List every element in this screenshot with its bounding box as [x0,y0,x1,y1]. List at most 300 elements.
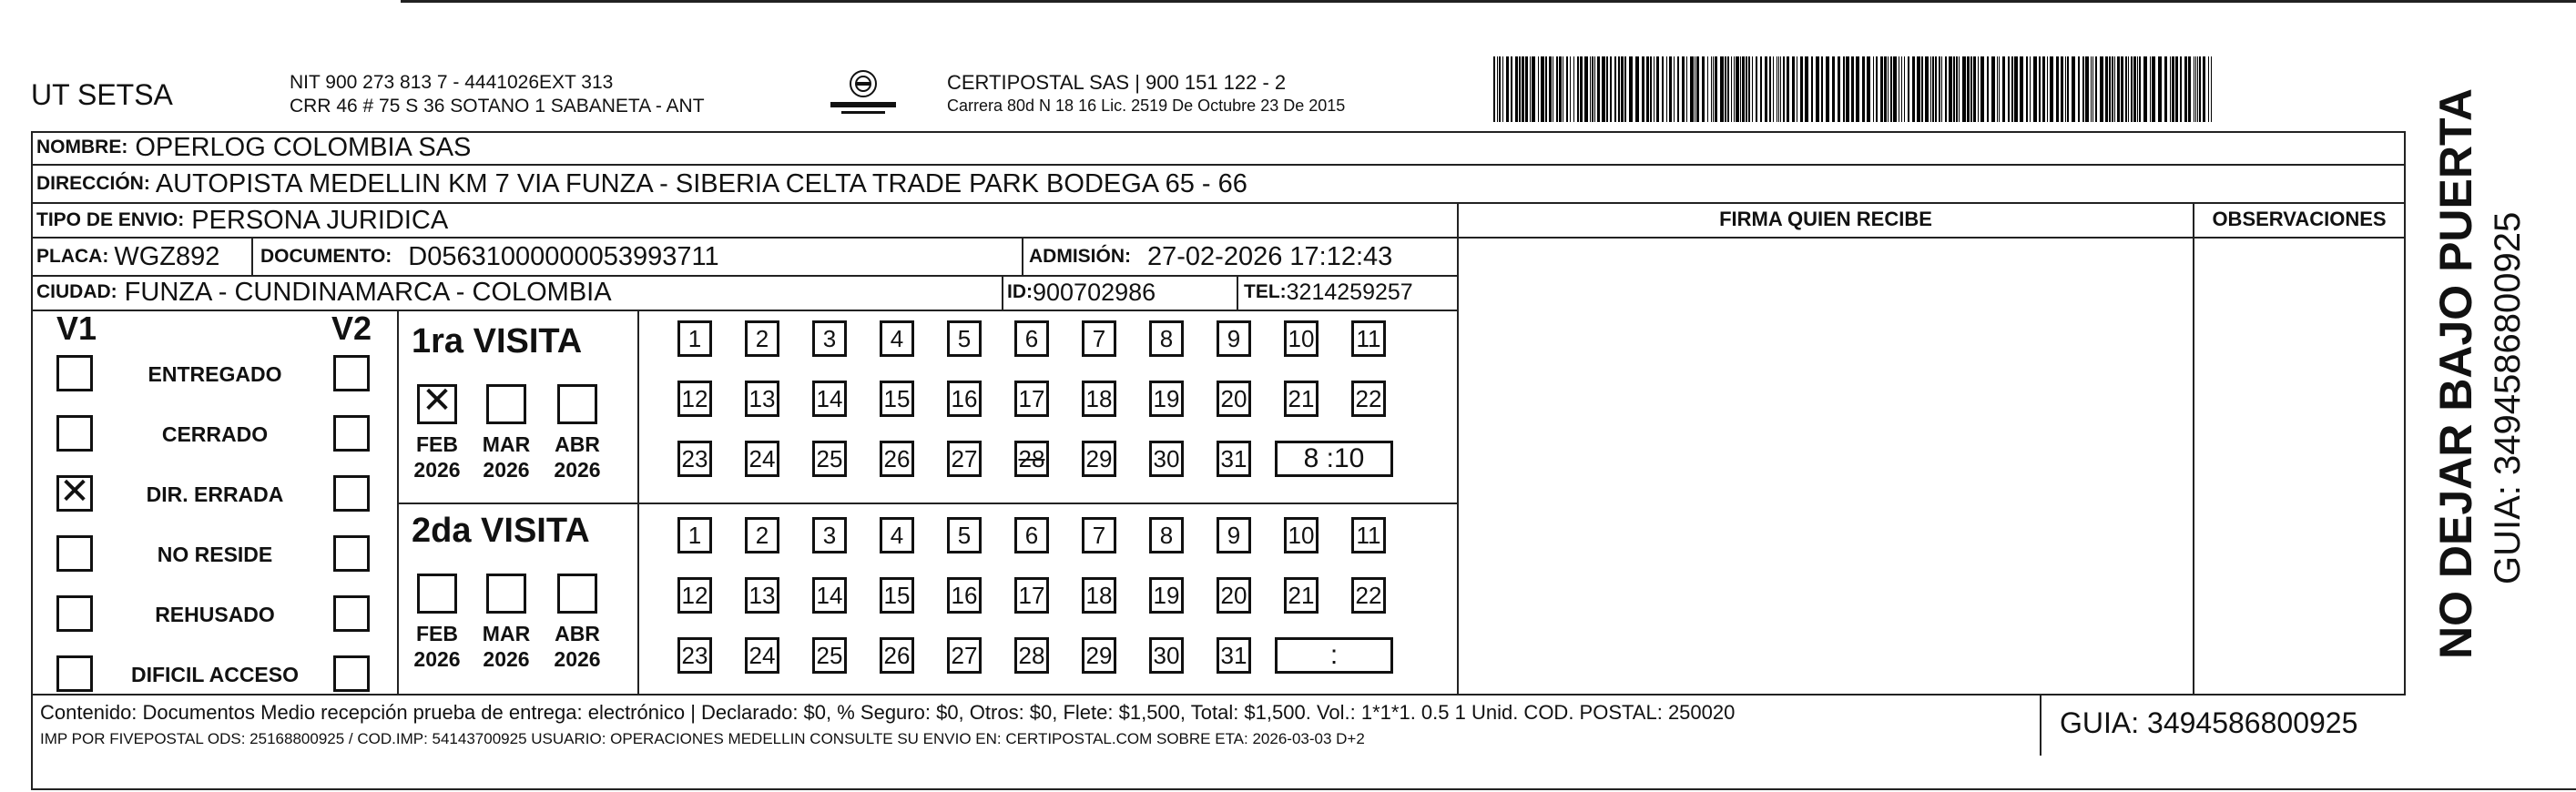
barcode-bar [1851,56,1854,122]
month-checkbox[interactable] [486,384,526,424]
day-box[interactable]: 17 [1014,381,1049,417]
barcode-bar [1956,56,1958,122]
admision-field [1029,239,1392,275]
barcode-bar [1908,56,1909,122]
barcode-bar [1973,56,1976,122]
barcode-bar [1642,56,1644,122]
barcode-bar [1980,56,1984,122]
barcode-bar [2050,56,2053,122]
barcode-bar [1930,56,1931,122]
admision-divider [1022,237,1023,275]
barcode-bar [2078,56,2080,122]
guia-footer: GUIA: 3494586800925 [2060,706,2358,739]
day-box[interactable]: 4 [880,320,914,357]
barcode-bar [1635,56,1639,122]
barcode-bar [1778,56,1779,122]
v1-checkbox[interactable]: ✕ [56,475,93,512]
direccion-label: DIRECCIÓN: [36,173,150,194]
barcode-bar [2030,56,2031,122]
side-guia: GUIA: 3494586800925 [2488,211,2528,584]
barcode-bar [1656,56,1659,122]
barcode-bar [2172,56,2174,122]
day-box[interactable]: 20 [1217,577,1251,614]
barcode-bar [1682,56,1685,122]
month-year: 2026 [413,458,461,482]
barcode-bar [1497,56,1498,122]
certipostal-line-1: CERTIPOSTAL SAS | 900 151 122 - 2 [947,71,1287,94]
observaciones-header: OBSERVACIONES [2212,208,2387,230]
barcode-bar [2091,56,2092,122]
barcode-bar [2011,56,2013,122]
barcode-bar [1787,56,1789,122]
tel-value: 3214259257 [1286,279,1413,305]
barcode-bar [1740,56,1741,122]
barcode-bar [2112,56,2113,122]
barcode-bar [2117,56,2120,122]
day-box[interactable]: 23 [677,441,712,477]
barcode-bar [1650,56,1652,122]
barcode-bar [1577,56,1579,122]
barcode-bar [1925,56,1929,122]
barcode-bar [1662,56,1664,122]
day-box[interactable]: 30 [1149,441,1184,477]
placa-field [36,239,219,275]
month-year: 2026 [483,647,530,671]
barcode-bar [1511,56,1512,122]
barcode-bar [1499,56,1501,122]
barcode-bar [1893,56,1897,122]
id-value: 900702986 [1033,278,1156,306]
barcode-bar [1727,56,1729,122]
barcode-bar [1725,56,1726,122]
status-label: REHUSADO [155,603,275,626]
barcode-bar [2020,56,2023,122]
day-box[interactable]: 18 [1082,381,1116,417]
barcode-bar [1734,56,1735,122]
v2-checkbox[interactable] [333,415,370,452]
month-checkbox[interactable] [557,574,597,614]
barcode-bar [1932,56,1934,122]
day-box[interactable]: 29 [1082,441,1116,477]
barcode-bar [1959,56,1960,122]
barcode-bar [1752,56,1753,122]
direccion-field [36,166,1247,202]
tipo-value: PERSONA JURIDICA [191,205,449,235]
barcode-bar [1765,56,1767,122]
barcode-bar [1742,56,1745,122]
visit-split-line [397,503,1459,504]
barcode-bar [1621,56,1624,122]
barcode-bar [1962,56,1966,122]
day-box[interactable]: 19 [1149,381,1184,417]
day-box[interactable]: 9 [1217,517,1251,553]
status-label: ENTREGADO [148,362,282,386]
barcode-bar [1573,56,1574,122]
admision-value: 27-02-2026 17:12:43 [1147,241,1393,271]
barcode-bar [1821,56,1823,122]
contenido-text: Contenido: Documentos Medio recepción prueba de entrega: electrónico | Declarado: $0, % Seguro: $0, Otros: $0, Flete: $1,500, Total: $1,500. Vol.: 1*1*1. 0.5 1 Unid. COD. POSTAL: 250020 [40,701,1736,724]
firma-header-line [1457,237,2406,239]
day-box[interactable]: 28 [1014,637,1049,674]
barcode-bar [1624,56,1626,122]
day-box[interactable]: 1 [677,320,712,357]
barcode-bar [1515,56,1518,122]
day-box[interactable]: 16 [947,381,982,417]
barcode-bar [1856,56,1859,122]
barcode-bar [2082,56,2084,122]
day-box[interactable]: 1 [677,517,712,553]
barcode-bar [2033,56,2037,122]
documento-label: DOCUMENTO: [260,246,392,267]
barcode-bar [2100,56,2103,122]
barcode-bar [2095,56,2097,122]
barcode-bar [1939,56,1940,122]
v2-checkbox[interactable] [333,475,370,512]
day-box[interactable]: 14 [812,381,847,417]
day-box[interactable]: 6 [1014,517,1049,553]
barcode-bar [2125,56,2127,122]
v2-checkbox[interactable] [333,535,370,572]
barcode-bar [1949,56,1952,122]
certipostal-logo-icon [825,66,901,118]
day-box[interactable]: 13 [745,577,779,614]
month-year: 2026 [413,647,461,671]
ciudad-value: FUNZA - CUNDINAMARCA - COLOMBIA [124,277,612,307]
barcode-bar [1646,56,1649,122]
barcode-bar [1748,56,1750,122]
barcode-bar [1838,56,1840,122]
day-box[interactable]: 31 [1217,637,1251,674]
barcode-bar [1805,56,1808,122]
barcode-bar [1756,56,1757,122]
v2-checkbox[interactable] [333,355,370,391]
barcode-bar [1816,56,1819,122]
barcode-bar [1592,56,1593,122]
barcode-bar [1606,56,1608,122]
day-box[interactable]: 10 [1284,320,1319,357]
barcode-bar [2203,56,2205,122]
day-box[interactable]: 12 [677,577,712,614]
barcode-bar [2061,56,2063,122]
barcode-bar [2164,56,2167,122]
barcode-bar [2137,56,2138,122]
nit-line-1: NIT 900 273 813 7 - 4441026EXT 313 [290,72,614,93]
barcode-bar [1970,56,1972,122]
top-rule [401,0,2576,3]
v1-checkbox[interactable] [56,355,93,391]
day-box[interactable]: 7 [1082,320,1116,357]
barcode-bar [1711,56,1712,122]
barcode-bar [1884,56,1887,122]
barcode-bar [2195,56,2196,122]
barcode-bar [2026,56,2028,122]
month-label: FEB [416,622,458,645]
barcode-bar [1867,56,1870,122]
day-box[interactable]: 14 [812,577,847,614]
barcode-bar [1832,56,1835,122]
day-box[interactable]: 3 [812,320,847,357]
month-checkbox[interactable] [486,574,526,614]
barcode-bar [1541,56,1544,122]
barcode-bar [2131,56,2133,122]
ciudad-label: CIUDAD: [36,281,117,302]
day-box[interactable]: 24 [745,637,779,674]
barcode-bar [1999,56,2000,122]
month-year: 2026 [483,458,530,482]
row-line [31,310,1459,311]
day-box[interactable]: 27 [947,637,982,674]
barcode-bar [1669,56,1672,122]
documento-field [260,239,719,275]
day-box[interactable]: 19 [1149,577,1184,614]
barcode-bar [1800,56,1803,122]
day-box[interactable]: 23 [677,637,712,674]
day-box[interactable]: 5 [947,320,982,357]
day-box[interactable]: 13 [745,381,779,417]
barcode-bar [1912,56,1915,122]
barcode [1493,56,2220,122]
admision-label: ADMISIÓN: [1029,246,1131,267]
barcode-bar [2211,56,2212,122]
barcode-bar [1566,56,1568,122]
barcode-bar [2014,56,2018,122]
day-box[interactable]: 25 [812,637,847,674]
barcode-bar [1525,56,1528,122]
barcode-bar [1901,56,1902,122]
barcode-bar [2072,56,2075,122]
barcode-bar [1792,56,1795,122]
visit1-title: 1ra VISITA [412,322,583,360]
barcode-bar [1880,56,1883,122]
time-box[interactable]: 8 :10 [1275,441,1393,477]
status-label: NO RESIDE [157,543,273,566]
barcode-bar [1614,56,1616,122]
barcode-bar [1773,56,1774,122]
visit2-title: 2da VISITA [412,512,590,550]
barcode-bar [1846,56,1849,122]
barcode-bar [2047,56,2048,122]
barcode-bar [2128,56,2129,122]
barcode-bar [1559,56,1562,122]
month-label: MAR [482,622,531,645]
barcode-bar [1731,56,1732,122]
month-label: FEB [416,432,458,456]
barcode-bar [2188,56,2191,122]
barcode-bar [1991,56,1995,122]
barcode-bar [1888,56,1889,122]
barcode-bar [1945,56,1947,122]
day-box[interactable]: 29 [1082,637,1116,674]
barcode-bar [2184,56,2187,122]
day-box[interactable]: 2 [745,320,779,357]
day-box[interactable]: 7 [1082,517,1116,553]
certipostal-line-2: Carrera 80d N 18 16 Lic. 2519 De Octubre 23 De 2015 [947,96,1346,115]
barcode-bar [1502,56,1503,122]
v2-checkbox[interactable] [333,595,370,632]
barcode-bar [1904,56,1905,122]
tipo-envio-field [36,204,448,237]
v2-checkbox[interactable] [333,655,370,692]
guia-divider [2040,694,2041,756]
barcode-bar [1953,56,1955,122]
day-box[interactable]: 5 [947,517,982,553]
barcode-bar [2067,56,2069,122]
barcode-bar [2150,56,2151,122]
day-box[interactable]: 3 [812,517,847,553]
barcode-bar [1746,56,1747,122]
day-box[interactable]: 15 [880,577,914,614]
barcode-bar [1811,56,1813,122]
barcode-bar [1843,56,1845,122]
barcode-bar [1493,56,1495,122]
barcode-bar [2065,56,2066,122]
barcode-bar [1597,56,1600,122]
day-box[interactable]: 24 [745,441,779,477]
status-label: CERRADO [161,422,269,446]
day-box[interactable]: 22 [1351,381,1386,417]
day-box[interactable]: 16 [947,577,982,614]
placa-divider [251,237,253,275]
day-box[interactable]: 31 [1217,441,1251,477]
barcode-bar [1917,56,1920,122]
barcode-bar [1602,56,1605,122]
barcode-bar [1618,56,1620,122]
barcode-bar [2039,56,2041,122]
imp-text: IMP POR FIVEPOSTAL ODS: 25168800925 / COD.IMP: 54143700925 USUARIO: OPERACIONES MEDELLIN CONSULTE SU ENVIO EN: CERTIPOSTAL.COM SOBRE ETA: 2026-03-03 D+2 [40,730,1365,747]
day-box[interactable]: 11 [1351,320,1386,357]
barcode-bar [1921,56,1923,122]
day-box[interactable]: 22 [1351,577,1386,614]
barcode-bar [2175,56,2178,122]
v1-checkbox[interactable] [56,535,93,572]
day-box[interactable]: 27 [947,441,982,477]
barcode-bar [1696,56,1699,122]
barcode-bar [2152,56,2155,122]
barcode-bar [2002,56,2005,122]
barcode-bar [1666,56,1667,122]
barcode-bar [2170,56,2171,122]
barcode-bar [2180,56,2182,122]
day-box[interactable]: 8 [1149,320,1184,357]
barcode-bar [2208,56,2209,122]
day-box[interactable]: 28 [1014,441,1049,477]
day-box[interactable]: 9 [1217,320,1251,357]
barcode-bar [1736,56,1739,122]
day-box[interactable]: 2 [745,517,779,553]
frame-left [31,131,33,789]
nombre-label: NOMBRE: [36,137,128,157]
status-label: DIFICIL ACCESO [130,663,299,686]
barcode-bar [1522,56,1524,122]
barcode-bar [2109,56,2111,122]
barcode-bar [1545,56,1547,122]
barcode-bar [1580,56,1583,122]
barcode-bar [2139,56,2141,122]
barcode-bar [1780,56,1781,122]
barcode-bar [1987,56,1989,122]
barcode-bar [2085,56,2089,122]
barcode-bar [1584,56,1588,122]
v1-checkbox[interactable] [56,595,93,632]
frame-right [2404,131,2406,696]
placa-value: WGZ892 [114,241,220,271]
barcode-bar [1654,56,1655,122]
day-box[interactable]: 21 [1284,381,1319,417]
barcode-bar [1690,56,1694,122]
day-box[interactable]: 6 [1014,320,1049,357]
barcode-bar [1760,56,1762,122]
barcode-bar [1720,56,1724,122]
time-box[interactable]: : [1275,637,1393,674]
month-year: 2026 [554,647,601,671]
documento-value: D05631000000053993711 [408,241,719,271]
day-box[interactable]: 20 [1217,381,1251,417]
barcode-bar [1862,56,1865,122]
month-checkbox[interactable]: ✕ [417,384,457,424]
barcode-bar [1674,56,1675,122]
direccion-value: AUTOPISTA MEDELLIN KM 7 VIA FUNZA - SIBERIA CELTA TRADE PARK BODEGA 65 - 66 [155,168,1247,198]
v1-checkbox[interactable] [56,655,93,692]
day-box[interactable]: 26 [880,637,914,674]
day-box[interactable]: 15 [880,381,914,417]
side-warning: NO DEJAR BAJO PUERTA [2430,88,2481,659]
barcode-bar [1713,56,1714,122]
nit-line-2: CRR 46 # 75 S 36 SOTANO 1 SABANETA - ANT [290,96,705,117]
day-box[interactable]: 17 [1014,577,1049,614]
id-divider [1002,275,1003,310]
barcode-bar [1941,56,1942,122]
footer-top-line [31,694,2406,696]
company-name: UT SETSA [31,78,173,111]
v1-checkbox[interactable] [56,415,93,452]
barcode-bar [1538,56,1539,122]
day-box[interactable]: 21 [1284,577,1319,614]
barcode-bar [2056,56,2059,122]
nombre-field [36,131,471,164]
barcode-bar [1707,56,1708,122]
barcode-bar [1590,56,1591,122]
month-checkbox[interactable] [417,574,457,614]
day-box[interactable]: 12 [677,381,712,417]
nombre-value: OPERLOG COLOMBIA SAS [135,132,472,162]
day-box[interactable]: 10 [1284,517,1319,553]
barcode-bar [1629,56,1633,122]
tel-divider [1237,275,1238,310]
month-label: MAR [482,432,531,456]
month-checkbox[interactable] [557,384,597,424]
month-year: 2026 [554,458,601,482]
day-box[interactable]: 8 [1149,517,1184,553]
day-box[interactable]: 26 [880,441,914,477]
barcode-bar [1610,56,1612,122]
barcode-bar [2121,56,2123,122]
day-box[interactable]: 18 [1082,577,1116,614]
barcode-bar [1506,56,1509,122]
barcode-bar [2199,56,2201,122]
barcode-bar [1783,56,1785,122]
day-box[interactable]: 11 [1351,517,1386,553]
day-box[interactable]: 30 [1149,637,1184,674]
barcode-bar [1935,56,1937,122]
id-field [1007,275,1156,310]
barcode-bar [1769,56,1771,122]
barcode-bar [2114,56,2115,122]
barcode-bar [1532,56,1535,122]
day-box[interactable]: 25 [812,441,847,477]
barcode-bar [2008,56,2010,122]
barcode-bar [1967,56,1970,122]
day-box[interactable]: 4 [880,517,914,553]
